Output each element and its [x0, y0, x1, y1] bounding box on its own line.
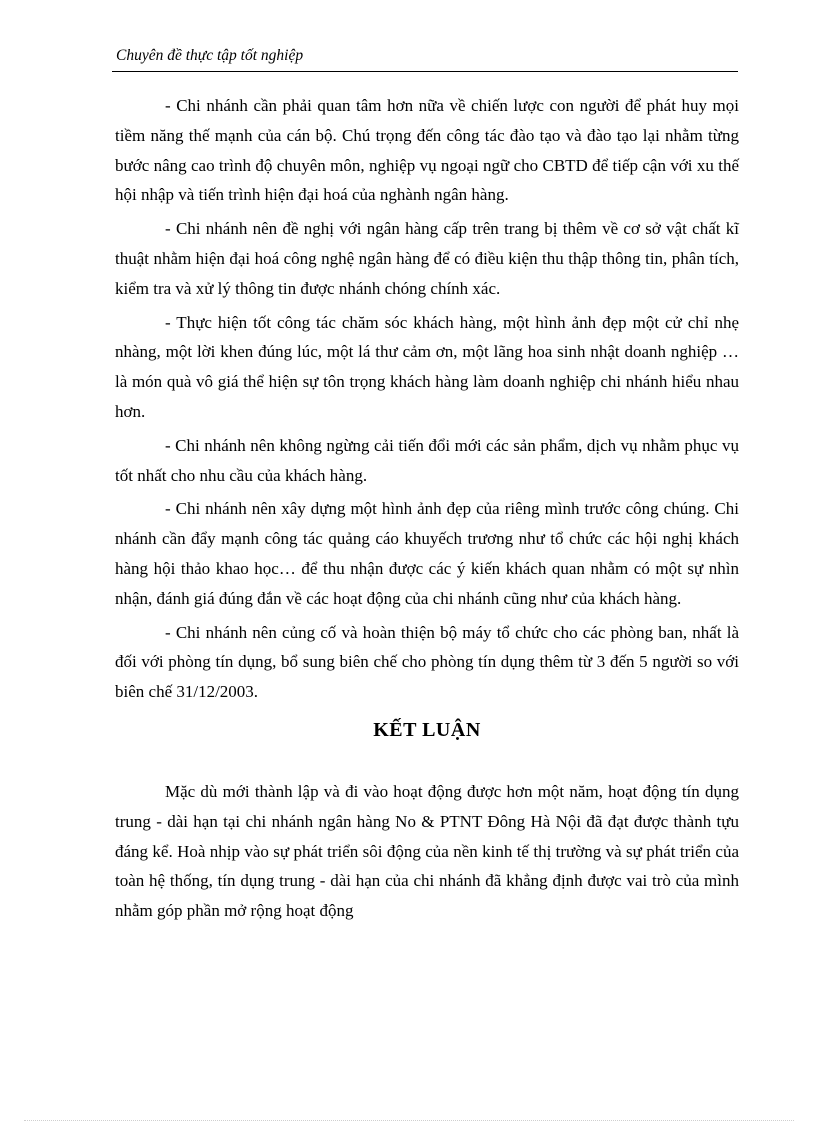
paragraph-customer-care: - Thực hiện tốt công tác chăm sóc khách hàng, một hình ảnh đẹp một cử chỉ nhẹ nhàng, một lời khen đúng lúc, một lá thư cảm ơn, một lãng hoa sinh nhật doanh nghiệp …là món quà vô giá thể hiện sự tôn trọng khách hàng làm doanh nghiệp chi nhánh hiểu nhau hơn.	[115, 312, 739, 421]
footer-divider	[24, 1120, 794, 1121]
paragraph-staff-development: - Chi nhánh cần phải quan tâm hơn nữa về chiến lược con người để phát huy mọi tiềm năng thế mạnh của cán bộ. Chú trọng đến công tác đào tạo và đào tạo lại nhằm từng bước nâng cao trình độ chuyên môn, nghiệp vụ ngoại ngữ cho CBTD để tiếp cận với xu thế hội nhập và tiến trình hiện đại hoá của nghành ngân hàng.	[115, 96, 739, 205]
conclusion-paragraph: Mặc dù mới thành lập và đi vào hoạt động được hơn một năm, hoạt động tín dụng trung - dài hạn tại chi nhánh ngân hàng No & PTNT Đông Hà Nội đã đạt được thành tựu đáng kể. Hoà nhịp vào sự phát triển sôi động của nền kinh tế thị trường và sự phát triển của toàn hệ thống, tín dụng trung - dài hạn của chi nhánh đã khẳng định được vai trò của mình nhằm góp phần mở rộng hoạt động	[115, 781, 739, 921]
paragraph-organization: - Chi nhánh nên củng cố và hoàn thiện bộ máy tổ chức cho các phòng ban, nhất là đối với phòng tín dụng, bổ sung biên chế cho phòng tín dụng thêm từ 3 đến 5 người so với biên chế 31/12/2003.	[115, 622, 739, 702]
paragraph-public-image: - Chi nhánh nên xây dựng một hình ảnh đẹp của riêng mình trước công chúng. Chi nhánh cần đẩy mạnh công tác quảng cáo khuyếch trương như tổ chức các hội nghị khách hàng hội thảo khao học… để thu nhận được các ý kiến khách quan nhằm có một sự nhìn nhận, đánh giá đúng đắn về các hoạt động của chi nhánh cũng như của khách hàng.	[115, 499, 739, 608]
paragraph-product-innovation: - Chi nhánh nên không ngừng cải tiến đổi mới các sản phẩm, dịch vụ nhằm phục vụ tốt nhất cho nhu cầu của khách hàng.	[115, 435, 739, 485]
section-title: KẾT LUẬN	[373, 718, 481, 741]
document-body	[115, 91, 739, 926]
paragraph-technology: - Chi nhánh nên đề nghị với ngân hàng cấp trên trang bị thêm về cơ sở vật chất kĩ thuật nhằm hiện đại hoá công nghệ ngân hàng để có điều kiện thu thập thông tin, phân tích, kiểm tra và xử lý thông tin được nhánh chóng chính xác.	[115, 219, 739, 298]
header-title: Chuyên đề thực tập tốt nghiệp	[116, 47, 304, 64]
page-header	[112, 44, 738, 72]
